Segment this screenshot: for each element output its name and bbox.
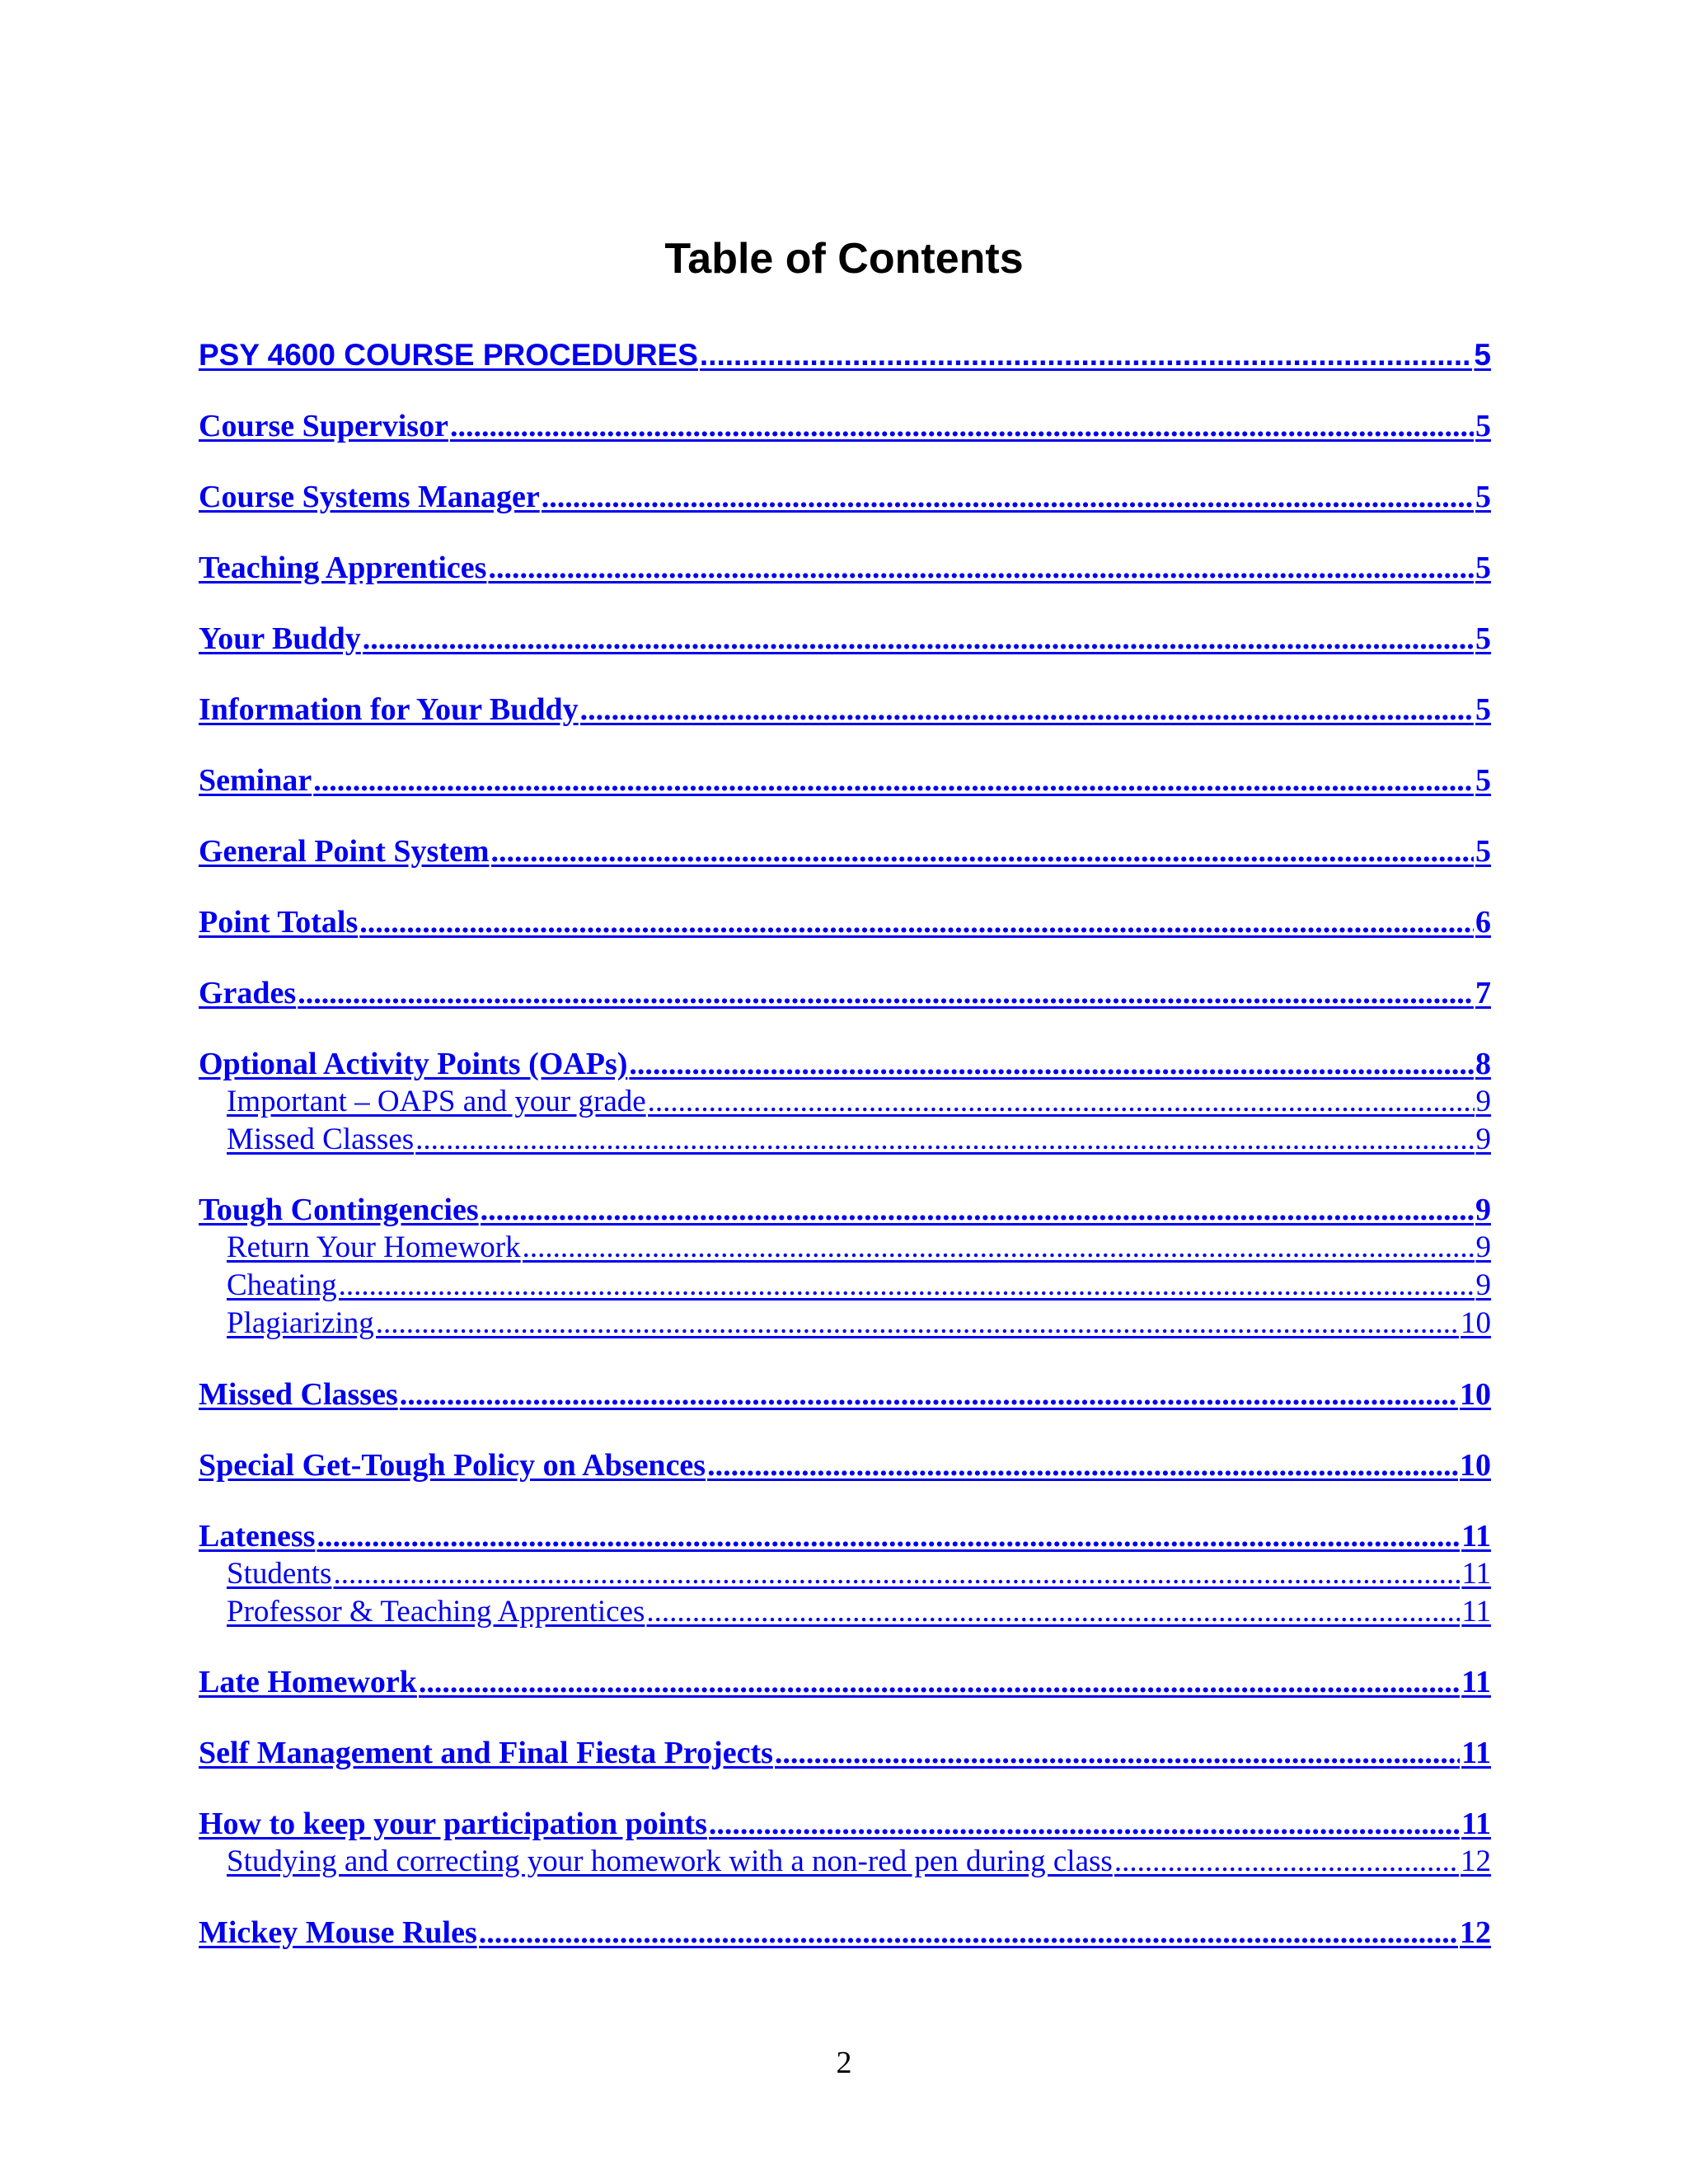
- toc-entry-label: Information for Your Buddy: [199, 692, 579, 727]
- toc-dot-leader: [709, 1805, 1460, 1843]
- toc-dot-leader: [333, 1556, 1460, 1592]
- toc-entry-label: Self Management and Final Fiesta Projects: [199, 1736, 773, 1770]
- toc-dot-leader: [359, 903, 1474, 941]
- page-number: 2: [836, 2046, 852, 2080]
- toc-entry-course-supervisor[interactable]: [199, 407, 1491, 447]
- toc-dot-leader: [316, 1517, 1460, 1555]
- toc-subentry-students[interactable]: [227, 1556, 1491, 1594]
- toc-page-number: 7: [1475, 976, 1491, 1010]
- toc-entry-psy-4600-course-procedures[interactable]: [199, 336, 1491, 376]
- toc-dot-leader: [648, 1084, 1475, 1120]
- toc-dot-leader: [488, 549, 1474, 587]
- toc-page-number: 9: [1475, 1122, 1491, 1156]
- toc-page-number: 5: [1475, 692, 1491, 727]
- toc-entry-label: Teaching Apprentices: [199, 551, 487, 585]
- toc-entry-special-get-tough-policy[interactable]: [199, 1446, 1491, 1486]
- toc-dot-leader: [1114, 1844, 1459, 1880]
- toc-entry-label: Studying and correcting your homework with a non-red pen during class: [227, 1844, 1113, 1878]
- toc-entry-label: Lateness: [199, 1519, 316, 1554]
- toc-dot-leader: [775, 1734, 1460, 1772]
- toc-page-number: 8: [1475, 1047, 1491, 1081]
- toc-entry-grades[interactable]: [199, 974, 1491, 1014]
- toc-entry-self-management-final-fiesta[interactable]: [199, 1734, 1491, 1774]
- toc-dot-leader: [376, 1305, 1459, 1342]
- toc-dot-leader: [491, 832, 1474, 870]
- toc-entry-label: Return Your Homework: [227, 1230, 521, 1264]
- toc-entry-participation-points[interactable]: [199, 1805, 1491, 1844]
- toc-page-number: 5: [1475, 551, 1491, 585]
- toc-page-number: 10: [1460, 1448, 1491, 1483]
- toc-dot-leader: [450, 407, 1474, 445]
- toc-entry-label: Late Homework: [199, 1665, 417, 1699]
- toc-page-number: 11: [1461, 1736, 1491, 1770]
- toc-entry-label: Course Systems Manager: [199, 480, 540, 514]
- toc-dot-leader: [339, 1268, 1475, 1304]
- toc-page-number: 9: [1475, 1193, 1491, 1227]
- toc-dot-leader: [523, 1230, 1475, 1266]
- toc-subentry-studying-correcting-homework[interactable]: [227, 1844, 1491, 1882]
- toc-entry-optional-activity-points[interactable]: [199, 1045, 1491, 1085]
- toc-dot-leader: [707, 1446, 1458, 1484]
- toc-page-number: 5: [1475, 409, 1491, 443]
- toc-page-number: 9: [1475, 1230, 1491, 1264]
- toc-entry-your-buddy[interactable]: [199, 620, 1491, 659]
- toc-dot-leader: [363, 620, 1474, 658]
- toc-dot-leader: [580, 691, 1474, 729]
- toc-page-number: 11: [1461, 1519, 1491, 1554]
- toc-subentry-return-your-homework[interactable]: [227, 1230, 1491, 1268]
- toc-dot-leader: [481, 1191, 1474, 1229]
- toc-entry-label: Mickey Mouse Rules: [199, 1915, 477, 1950]
- toc-dot-leader: [298, 974, 1474, 1012]
- toc-page-number: 5: [1474, 338, 1491, 372]
- toc-entry-label: Your Buddy: [199, 621, 361, 656]
- toc-page-number: 9: [1475, 1085, 1491, 1118]
- toc-dot-leader: [415, 1122, 1474, 1158]
- toc-entry-label: Missed Classes: [199, 1377, 398, 1412]
- toc-subentry-oaps-and-your-grade[interactable]: [227, 1084, 1491, 1122]
- toc-page-number: 11: [1461, 1557, 1491, 1591]
- toc-entry-label: Professor & Teaching Apprentices: [227, 1595, 645, 1629]
- toc-page-number: 10: [1460, 1377, 1491, 1412]
- toc-dot-leader: [629, 1045, 1474, 1083]
- toc-entry-label: Seminar: [199, 763, 312, 798]
- toc-subentry-professor-teaching-apprentices[interactable]: [227, 1594, 1491, 1632]
- toc-page-number: 5: [1475, 763, 1491, 798]
- toc-entry-label: Special Get-Tough Policy on Absences: [199, 1448, 706, 1483]
- toc-page-number: 12: [1461, 1844, 1491, 1878]
- toc-entry-label: Tough Contingencies: [199, 1193, 479, 1227]
- toc-page-number: 10: [1461, 1306, 1491, 1340]
- toc-page-number: 6: [1475, 905, 1491, 940]
- toc-page-number: 5: [1475, 834, 1491, 869]
- toc-entry-general-point-system[interactable]: [199, 832, 1491, 872]
- toc-entry-late-homework[interactable]: [199, 1663, 1491, 1703]
- toc-entry-missed-classes[interactable]: [199, 1376, 1491, 1415]
- toc-page-number: 11: [1461, 1665, 1491, 1699]
- toc-page-number: 11: [1461, 1595, 1491, 1629]
- toc-entry-point-totals[interactable]: [199, 903, 1491, 943]
- toc-entry-seminar[interactable]: [199, 762, 1491, 801]
- toc-entry-label: Course Supervisor: [199, 409, 448, 443]
- toc-dot-leader: [419, 1663, 1460, 1701]
- toc-entry-label: Missed Classes: [227, 1122, 415, 1156]
- toc-dot-leader: [646, 1594, 1460, 1630]
- toc-entry-label: General Point System: [199, 834, 490, 869]
- toc-entry-label: PSY 4600 COURSE PROCEDURES: [199, 338, 698, 372]
- toc-dot-leader: [700, 336, 1473, 374]
- toc-page-number: 5: [1475, 480, 1491, 514]
- toc-entry-label: Students: [227, 1557, 332, 1591]
- toc-entry-tough-contingencies[interactable]: [199, 1191, 1491, 1230]
- toc-entry-label: Cheating: [227, 1268, 337, 1302]
- toc-page-number: 9: [1475, 1268, 1491, 1302]
- toc-entry-teaching-apprentices[interactable]: [199, 549, 1491, 588]
- toc-entry-mickey-mouse-rules[interactable]: [199, 1914, 1491, 1953]
- toc-entry-label: Important – OAPS and your grade: [227, 1085, 646, 1118]
- toc-entry-course-systems-manager[interactable]: [199, 478, 1491, 518]
- toc-subentry-plagiarizing[interactable]: [227, 1305, 1491, 1343]
- toc-subentry-cheating[interactable]: [227, 1268, 1491, 1305]
- toc-subentry-missed-classes[interactable]: [227, 1122, 1491, 1160]
- toc-entry-information-for-your-buddy[interactable]: [199, 691, 1491, 730]
- toc-entry-lateness[interactable]: [199, 1517, 1491, 1557]
- toc-page-number: 5: [1475, 621, 1491, 656]
- toc-dot-leader: [400, 1376, 1458, 1413]
- toc-page-number: 11: [1461, 1807, 1491, 1841]
- toc-entry-label: How to keep your participation points: [199, 1807, 707, 1841]
- toc-dot-leader: [542, 478, 1474, 516]
- toc-entry-label: Plagiarizing: [227, 1306, 374, 1340]
- toc-entry-label: Point Totals: [199, 905, 359, 940]
- page-title: Table of Contents: [664, 235, 1024, 283]
- toc-page-number: 12: [1460, 1915, 1491, 1950]
- toc-dot-leader: [479, 1914, 1458, 1952]
- toc-entry-label: Grades: [199, 976, 297, 1010]
- toc-entry-label: Optional Activity Points (OAPs): [199, 1047, 628, 1081]
- toc-dot-leader: [313, 762, 1474, 799]
